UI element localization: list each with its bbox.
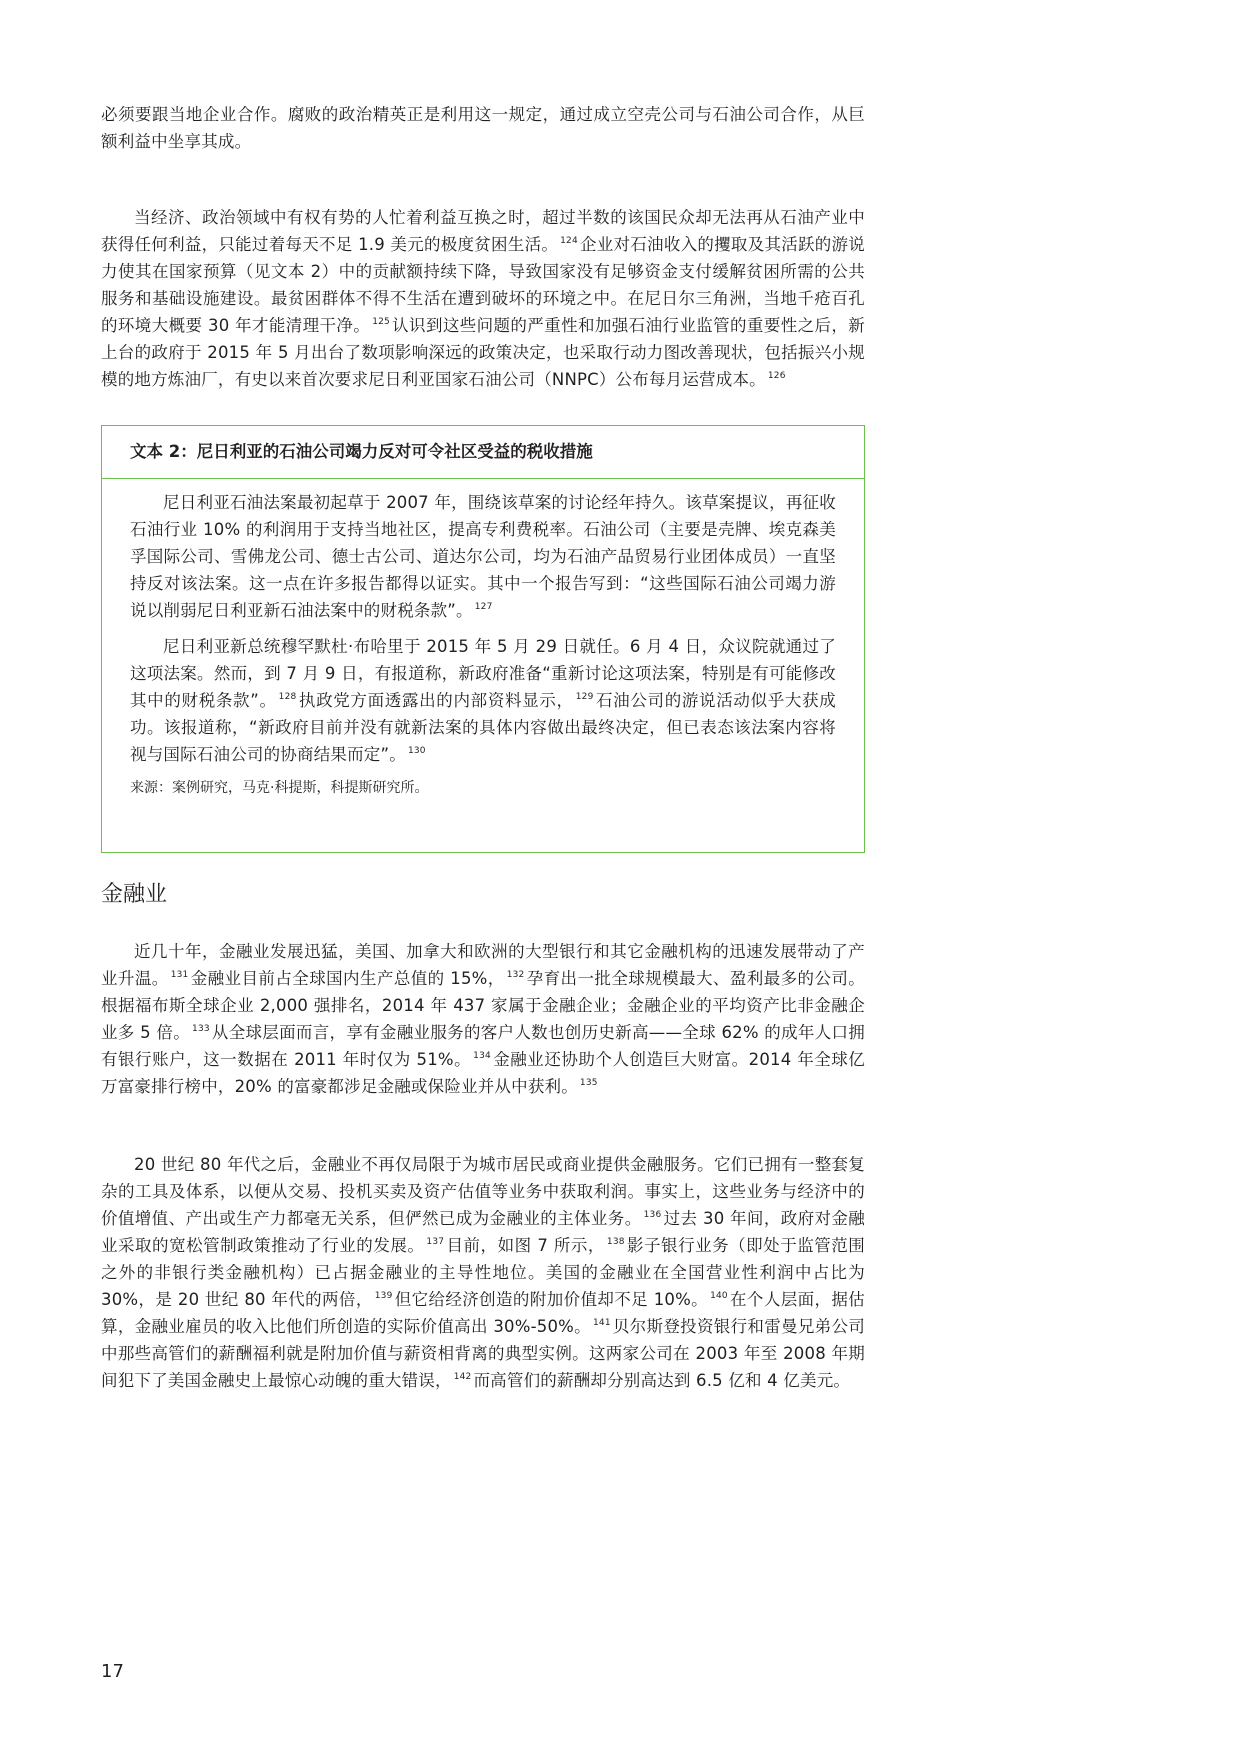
footnote-ref[interactable]: 137 <box>426 1237 445 1247</box>
footnote-ref[interactable]: 135 <box>579 1078 598 1088</box>
footnote-ref[interactable]: 130 <box>407 746 426 756</box>
body-paragraph-1: 必须要跟当地企业合作。腐败的政治精英正是利用这一规定，通过成立空壳公司与石油公司合作，从巨额利益中坐享其成。 <box>101 105 865 151</box>
footnote-ref[interactable]: 134 <box>473 1051 491 1061</box>
page-number: 17 <box>101 1661 124 1682</box>
body-paragraph-2: 当经济、政治领域中有权有势的人忙着利益互换之时，超过半数的该国民众却无法再从石油产业中获得任何利益，只能过着每天不足 1.9 美元的极度贫困生活。 $^{124}$ 企业对石油收入的攫取及其活跃的游说力使其在国家预算（见文本 2）中的贡献额持续下降，导致国家没有足够资金支付缓解贫困所需的公共服务和基础设施建设。最贫困群体不得不生活在遭到破坏的环境之中。在尼日尔三角洲，当地千疮百孔的环境大概要 30 年才能清理干净。 $^{125}$ 认识到这些问题的严重性和加强石油行业监管的重要性之后，新上台的政府于 2015 年 5 月出台了数项影响深远的政策决定，也采取行动力图改善现状，包括振兴小规模的地方炼油厂，有史以来首次要求尼日利亚国家石油公司（NNPC）公布每月运营成本。 $^{126}$ <box>101 208 865 389</box>
footnote-ref[interactable]: 124 <box>560 236 578 246</box>
footnote-ref[interactable]: 131 <box>170 970 189 980</box>
section-heading: 金融业 <box>101 882 168 907</box>
footnote-ref[interactable]: 141 <box>592 1318 611 1328</box>
footnote-ref[interactable]: 133 <box>192 1024 210 1034</box>
footnote-ref[interactable]: 138 <box>606 1237 625 1247</box>
box-source-note: 来源：案例研究，马克·科提斯，科提斯研究所。 <box>130 780 429 796</box>
text-box-title: 文本 2：尼日利亚的石油公司竭力反对可令社区受益的税收措施 <box>102 426 864 479</box>
footnote-ref[interactable]: 126 <box>767 371 786 381</box>
footnote-ref[interactable]: 129 <box>575 692 594 702</box>
footnote-ref[interactable]: 139 <box>374 1291 393 1301</box>
box-paragraph-1: 尼日利亚石油法案最初起草于 2007 年，围绕该草案的讨论经年持久。该草案提议，再征收石油行业 10% 的利润用于支持当地社区，提高专利费税率。石油公司（主要是壳牌、埃克森美孚国际公司、雪佛龙公司、德士古公司、道达尔公司，均为石油产品贸易行业团体成员）一直坚持反对该法案。这一点在许多报告都得以证实。其中一个报告写到：“这些国际石油公司竭力游说以削弱尼日利亚新石油法案中的财税条款”。 $^{127}$ <box>130 493 836 620</box>
footnote-ref[interactable]: 132 <box>506 970 525 980</box>
footnote-ref[interactable]: 136 <box>643 1210 662 1220</box>
text-box-2 <box>101 425 865 853</box>
box-paragraph-2: 尼日利亚新总统穆罕默杜·布哈里于 2015 年 5 月 29 日就任。6 月 4 日，众议院就通过了这项法案。然而，到 7 月 9 日，有报道称，新政府准备“重新讨论这项法案，特别是有可能修改其中的财税条款”。 $^{128}$ 执政党方面透露出的内部资料显示， $^{129}$ 石油公司的游说活动似乎大获成功。该报道称，“新政府目前并没有就新法案的具体内容做出最终决定，但已表态该法案内容将视与国际石油公司的协商结果而定”。 $^{130}$ <box>130 637 836 764</box>
footnote-ref[interactable]: 127 <box>474 602 493 612</box>
body-paragraph-4: 20 世纪 80 年代之后，金融业不再仅局限于为城市居民或商业提供金融服务。它们已拥有一整套复杂的工具及体系，以便从交易、投机买卖及资产估值等业务中获取利润。事实上，这些业务与经济中的价值增值、产出或生产力都毫无关系，但俨然已成为金融业的主体业务。 $^{136}$ 过去 30 年间，政府对金融业采取的宽松管制政策推动了行业的发展。 $^{137}$ 目前，如图 7 所示， $^{138}$ 影子银行业务（即处于监管范围之外的非银行类金融机构）已占据金融业的主导性地位。美国的金融业在全国营业性利润中占比为 30%，是 20 世纪 80 年代的两倍， $^{139}$ 但它给经济创造的附加价值却不足 10%。 $^{140}$ 在个人层面，据估算，金融业雇员的收入比他们所创造的实际价值高出 30%-50%。 $^{141}$ 贝尔斯登投资银行和雷曼兄弟公司中那些高管们的薪酬福利就是附加价值与薪资相背离的典型实例。这两家公司在 2003 年至 2008 年期间犯下了美国金融史上最惊心动魄的重大错误， $^{142}$ 而高管们的薪酬却分别高达到 6.5 亿和 4 亿美元。 <box>101 1155 865 1390</box>
footnote-ref[interactable]: 142 <box>453 1372 472 1382</box>
footnote-ref[interactable]: 140 <box>710 1291 728 1301</box>
footnote-ref[interactable]: 128 <box>278 692 297 702</box>
text-box-body <box>102 479 864 798</box>
body-paragraph-3: 近几十年，金融业发展迅猛，美国、加拿大和欧洲的大型银行和其它金融机构的迅速发展带动了产业升温。 $^{131}$ 金融业目前占全球国内生产总值的 15%， $^{132}$ 孕育出一批全球规模最大、盈利最多的公司。根据福布斯全球企业 2,000 强排名，2014 年 437 家属于金融企业；金融企业的平均资产比非金融企业多 5 倍。 $^{133}$ 从全球层面而言，享有金融业服务的客户人数也创历史新高——全球 62% 的成年人口拥有银行账户，这一数据在 2011 年时仅为 51%。 $^{134}$ 金融业还协助个人创造巨大财富。2014 年全球亿万富豪排行榜中，20% 的富豪都涉足金融或保险业并从中获利。 $^{135}$ <box>101 942 865 1096</box>
footnote-ref[interactable]: 125 <box>372 317 390 327</box>
